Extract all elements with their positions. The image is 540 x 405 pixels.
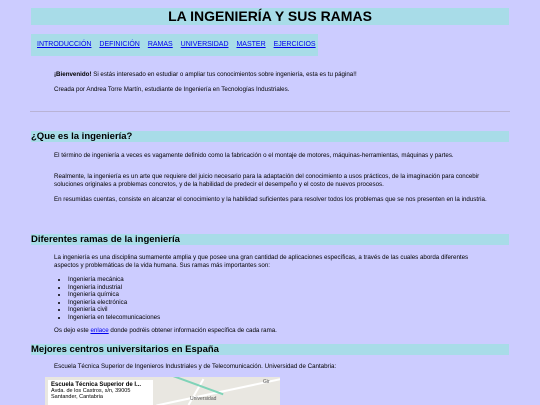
section-heading-que-es — [31, 131, 509, 142]
nav-link-introduccion[interactable]: INTRODUCCIÓN — [37, 41, 92, 48]
section1-paragraph-3: En resumidas cuentas, consiste en alcanzar el conocimiento y la habilidad suficientes para resolver todos los problemas que se nos presenten en la industria. — [54, 196, 487, 203]
embedded-map[interactable] — [45, 377, 280, 405]
nav-link-ramas[interactable]: RAMAS — [147, 41, 173, 48]
map-label-universidad: Universidad — [190, 396, 217, 402]
map-place-address-2: Santander, Cantabria — [51, 394, 103, 400]
nav-link-master[interactable]: MASTER — [236, 41, 266, 48]
page-title: LA INGENIERÍA Y SUS RAMAS — [168, 8, 372, 24]
section3-paragraph-1: Escuela Técnica Superior de Ingenieros Industriales y de Telecomunicación. Universidad de Cantabria: — [54, 363, 337, 370]
nav-bar — [31, 34, 318, 56]
link-suffix: donde podréis obtener información específica de cada rama. — [108, 327, 277, 334]
branches-list — [62, 276, 160, 322]
nav-link-definicion[interactable]: DEFINICIÓN — [99, 41, 140, 48]
section-heading-text: ¿Que es la ingeniería? — [31, 131, 133, 142]
welcome-bold: ¡Bienvenido! — [54, 71, 92, 78]
branches-link[interactable]: enlace — [90, 327, 109, 334]
section-heading-text: Diferentes ramas de la ingeniería — [31, 234, 180, 245]
section1-paragraph-1: El término de ingeniería a veces es vagamente definido como la fabricación o el montaje de motores, máquinas-herramientas, máquinas y partes. — [54, 152, 454, 159]
list-item: • Ingeniería en telecomunicaciones — [68, 314, 160, 322]
map-place-card[interactable] — [48, 380, 153, 405]
map-place-name: Escuela Técnica Superior de I... — [51, 382, 142, 388]
page-title-bar — [31, 8, 509, 25]
section-heading-ramas — [31, 234, 509, 245]
divider — [30, 111, 510, 112]
credit-text: Creada por Andrea Torre Martín, estudiante de Ingeniería en Tecnologías Industriales. — [54, 86, 290, 93]
section2-paragraph-1: La ingeniería es una disciplina sumamente amplia y que posee una gran cantidad de aplicaciones específicas, a través de las cuales aborda diferentes aspectos y problemáticas de la vida humana. Sus ramas más importantes son: — [54, 254, 469, 269]
map-place-address: Avda. de los Castros, s/n, 39005 — [51, 388, 131, 394]
welcome-rest: Si estás interesado en estudiar o ampliar tus conocimientos sobre ingeniería, esta es tu página!! — [91, 71, 357, 78]
welcome-text — [54, 71, 490, 79]
section-heading-text: Mejores centros universitarios en España — [31, 344, 219, 355]
section-heading-centros — [31, 344, 509, 355]
section1-paragraph-2: Realmente, la ingeniería es un arte que requiere del juicio necesario para la adaptación del conocimiento a usos prácticos, de la imaginación para concebir soluciones originales a problemas concretos, y de la habilidad de predecir el desempeño y el costo de nuevos procesos. — [54, 173, 480, 188]
link-prefix: Os dejo este — [54, 327, 91, 334]
map-label-gir: Gir — [263, 379, 270, 385]
list-item: • Ingeniería química — [68, 291, 160, 299]
list-item: • Ingeniería electrónica — [68, 299, 160, 307]
section2-link-paragraph — [54, 327, 490, 335]
list-item: • Ingeniería mecánica — [68, 276, 160, 284]
nav-link-ejercicios[interactable]: EJERCICIOS — [273, 41, 316, 48]
list-item: • Ingeniería civil — [68, 306, 160, 314]
list-item: • Ingeniería industrial — [68, 284, 160, 292]
nav-link-universidad[interactable]: UNIVERSIDAD — [180, 41, 229, 48]
